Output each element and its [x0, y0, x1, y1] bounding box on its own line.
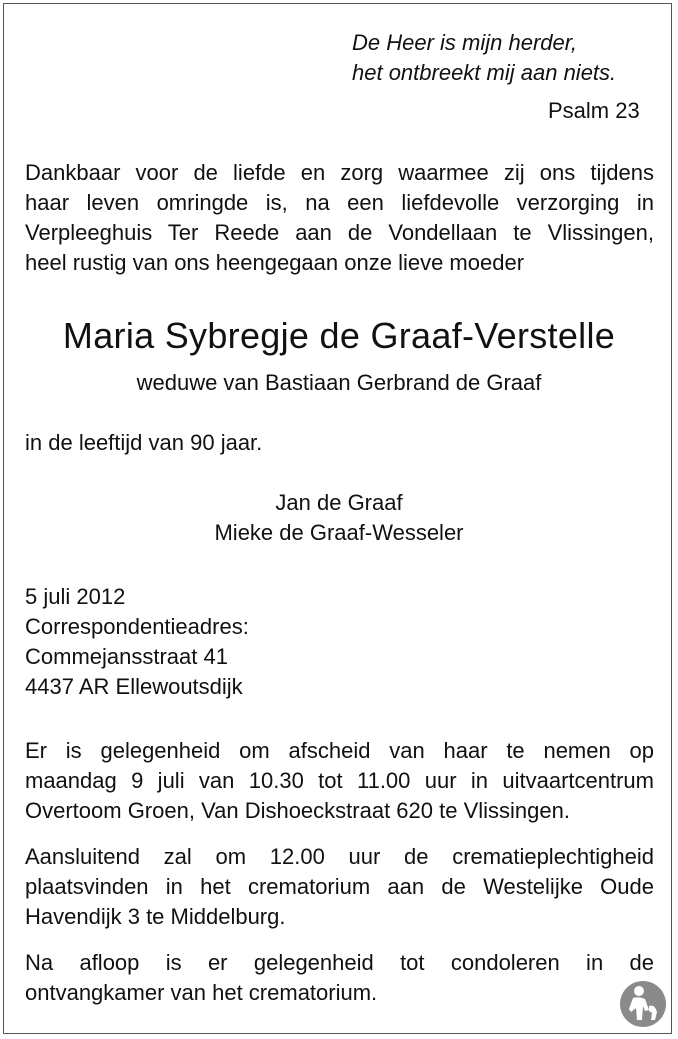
age-line: in de leeftijd van 90 jaar.	[25, 430, 263, 455]
para3-line-2: ontvangkamer van het crematorium.	[25, 980, 378, 1005]
para1-line-3: Overtoom Groen, Van Dishoeckstraat 620 te Vlissingen.	[25, 798, 570, 823]
para2-line-2: plaatsvinden in het crematorium aan de Westelijke Oude	[25, 874, 654, 899]
intro-line-1: Dankbaar voor de liefde en zorg waarmee zij ons tijdens	[25, 160, 654, 185]
correspondence-label: Correspondentieadres:	[25, 614, 249, 639]
quote-line-2: het ontbreekt mij aan niets.	[352, 60, 617, 85]
para1-line-1: Er is gelegenheid om afscheid van haar te nemen op	[25, 738, 654, 763]
intro-line-4: heel rustig van ons heengegaan onze lieve moeder	[25, 250, 525, 275]
deceased-name: Maria Sybregje de Graaf-Verstelle	[62, 315, 616, 356]
family-member-1: Jan de Graaf	[275, 490, 403, 515]
para1-line-2: maandag 9 juli van 10.30 tot 11.00 uur in uitvaartcentrum	[25, 768, 654, 793]
quote-source: Psalm 23	[548, 98, 640, 123]
street-line: Commejansstraat 41	[25, 644, 228, 669]
para3-line-1: Na afloop is er gelegenheid tot condoleren in de	[25, 950, 654, 975]
memorial-figure-icon	[619, 980, 667, 1028]
deceased-subtitle: weduwe van Bastiaan Gerbrand de Graaf	[136, 370, 542, 395]
intro-line-3: Verpleeghuis Ter Reede aan de Vondellaan te Vlissingen,	[25, 220, 654, 245]
date-line: 5 juli 2012	[25, 584, 126, 609]
intro-line-2: haar leven omringde is, na een liefdevolle verzorging in	[25, 190, 654, 215]
family-member-2: Mieke de Graaf-Wesseler	[214, 520, 464, 545]
para2-line-1: Aansluitend zal om 12.00 uur de crematieplechtigheid	[25, 844, 654, 869]
para2-line-3: Havendijk 3 te Middelburg.	[25, 904, 286, 929]
postal-line: 4437 AR Ellewoutsdijk	[25, 674, 243, 699]
quote-line-1: De Heer is mijn herder,	[352, 30, 577, 55]
